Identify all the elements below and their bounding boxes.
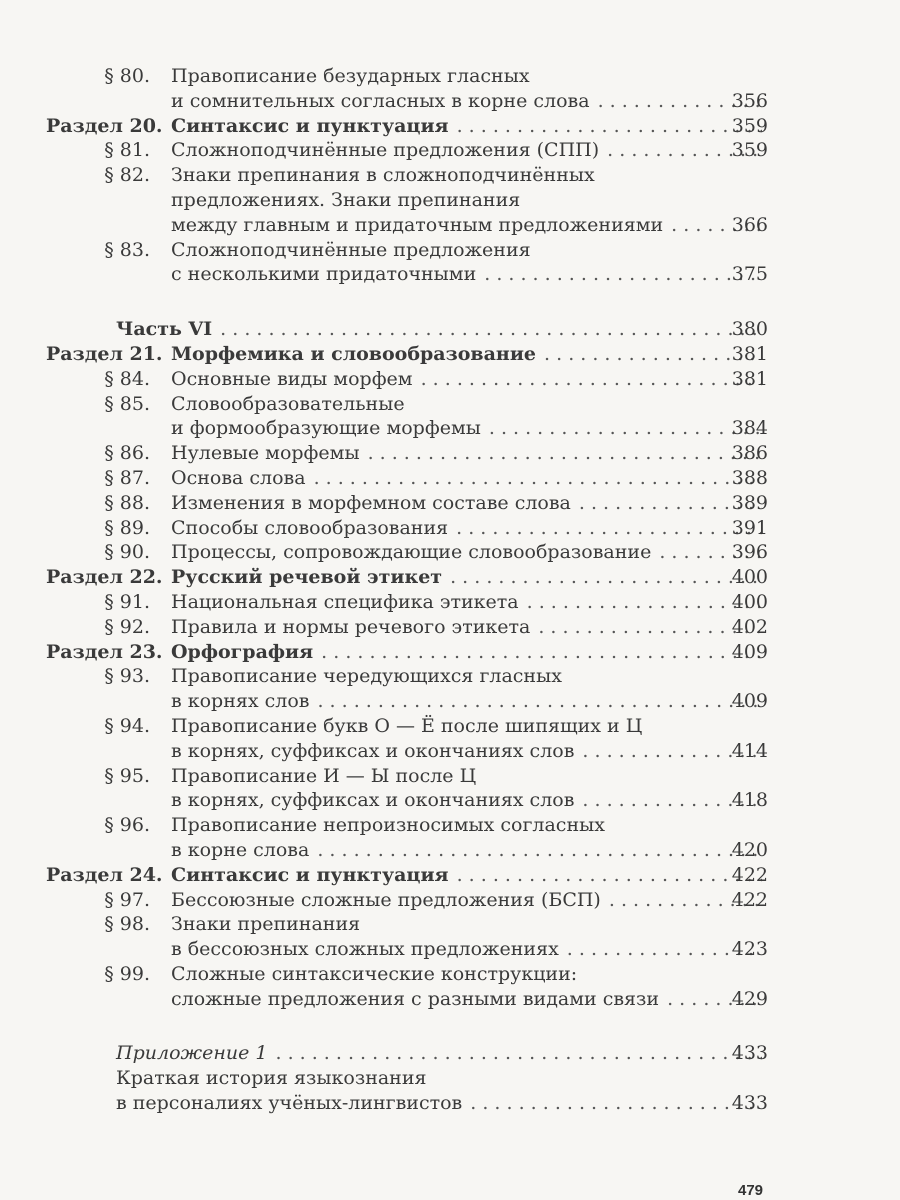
entry-title: Способы словообразования [171,516,449,539]
paragraph-number: § 84. [104,367,150,390]
toc-line [0,466,900,491]
toc-line [0,788,900,813]
page-ref: 420 [731,838,768,861]
entry-title: в корнях слов [171,690,310,713]
toc-line [0,392,900,417]
paragraph-number: § 92. [104,615,150,638]
page-ref: 429 [731,987,768,1010]
paragraph-number: § 98. [104,913,150,936]
paragraph-number: § 87. [104,466,150,489]
toc-line [0,64,900,89]
entry-title: Национальная специфика этикета [171,590,519,613]
toc-line [0,163,900,188]
page-ref: 375 [731,263,768,286]
toc-line [0,739,900,764]
section-label: Раздел 21. [46,342,163,365]
entry-title: Словообразовательные [171,392,405,415]
page-ref: 384 [731,417,768,440]
page-ref: 391 [731,516,768,539]
toc-line [0,342,900,367]
toc-line [0,888,900,913]
toc-line [0,962,900,987]
page-ref: 381 [731,342,768,365]
entry-title: Бессоюзные сложные предложения (БСП) [171,888,601,911]
entry-title: Правописание безударных гласных [171,65,530,87]
paragraph-number: § 85. [104,392,150,415]
section-label: Раздел 20. [46,114,163,137]
page-ref: 356 [731,89,768,112]
page-ref: 402 [731,615,768,638]
paragraph-number: § 83. [104,238,150,261]
toc-line [0,317,900,342]
entry-title: Краткая история языкознания [116,1067,427,1090]
entry-title: и формообразующие морфемы [171,417,481,440]
paragraph-number: § 93. [104,665,150,688]
toc-line [0,540,900,565]
entry-title: Сложные синтаксические конструкции: [171,962,578,985]
toc-line [0,987,900,1012]
toc-line [0,89,900,114]
entry-title: в бессоюзных сложных предложениях [171,938,559,961]
toc-line [0,213,900,238]
entry-title: Знаки препинания [171,913,361,936]
page-ref: 400 [731,590,768,613]
page-ref: 386 [731,442,768,465]
table-of-contents [0,64,900,1116]
page-ref: 422 [731,863,768,886]
section-label: Раздел 24. [46,863,163,886]
entry-title: Изменения в морфемном составе слова [171,491,571,514]
entry-title: Сложноподчинённые предложения (СПП) [171,139,600,162]
page-ref: 433 [731,1092,768,1115]
entry-title: Знаки препинания в сложноподчинённых [171,164,595,187]
paragraph-number: § 95. [104,764,150,787]
entry-title: в корне слова [171,838,310,861]
toc-line [0,262,900,287]
toc-line [0,441,900,466]
toc-line [0,640,900,665]
page-ref: 422 [731,888,768,911]
toc-line [0,590,900,615]
entry-title: и сомнительных согласных в корне слова [171,89,590,112]
paragraph-number: § 96. [104,814,150,837]
entry-title: Правописание непроизносимых согласных [171,814,605,837]
paragraph-number: § 99. [104,962,150,985]
paragraph-number: § 81. [104,139,150,162]
page-number: 479 [738,1182,764,1199]
paragraph-number: § 90. [104,541,150,564]
page-ref: 388 [731,466,768,489]
entry-title: между главным и придаточным предложениями [171,213,664,236]
entry-title: Правописание И — Ы после Ц [171,764,477,787]
page-ref: 433 [731,1042,768,1065]
toc-line [0,615,900,640]
part-title: Часть VI [116,318,213,341]
section-label: Раздел 23. [46,640,163,663]
toc-line [0,491,900,516]
page-ref: 409 [731,640,768,663]
page-ref: 418 [731,789,768,812]
section-title: Русский речевой этикет [171,566,443,589]
entry-title: Основные виды морфем [171,367,413,390]
toc-line [0,764,900,789]
toc-line [0,813,900,838]
toc-line [0,238,900,263]
entry-title: Сложноподчинённые предложения [171,238,531,261]
entry-title: сложные предложения с разными видами связи [171,987,660,1010]
entry-title: Правописание букв О — Ё после шипящих и Ц [171,714,643,737]
toc-line [0,1066,900,1091]
page-ref: 423 [731,938,768,961]
section-title: Морфемика и словообразование [171,342,537,365]
toc-line [0,367,900,392]
toc-line [0,1041,900,1066]
page-ref: 396 [731,541,768,564]
entry-title: Нулевые морфемы [171,442,360,465]
paragraph-number: § 94. [104,714,150,737]
toc-line [0,188,900,213]
entry-title: предложениях. Знаки препинания [171,188,521,211]
paragraph-number: § 80. [104,65,150,87]
entry-title: с несколькими придаточными [171,263,477,286]
paragraph-number: § 91. [104,590,150,613]
toc-line [0,714,900,739]
section-label: Раздел 22. [46,566,163,589]
entry-title: в корнях, суффиксах и окончаниях слов [171,739,575,762]
page-ref: 359 [731,114,768,137]
toc-line [0,863,900,888]
section-title: Орфография [171,640,314,663]
page-ref: 409 [731,690,768,713]
toc-line [0,114,900,139]
page-ref: 366 [731,213,768,236]
page-ref: 359 [731,139,768,162]
entry-title: Правила и нормы речевого этикета [171,615,531,638]
toc-line [0,565,900,590]
paragraph-number: § 82. [104,164,150,187]
toc-line [0,516,900,541]
toc-line [0,1091,900,1116]
entry-title: в персоналиях учёных-лингвистов [116,1092,463,1115]
entry-title: Правописание чередующихся гласных [171,665,562,688]
toc-line [0,138,900,163]
page-ref: 414 [731,739,768,762]
section-title: Синтаксис и пунктуация [171,863,449,886]
toc-line [0,416,900,441]
entry-title: Процессы, сопровождающие словообразование [171,541,652,564]
page-ref: 381 [731,367,768,390]
paragraph-number: § 97. [104,888,150,911]
toc-line [0,937,900,962]
page-ref: 389 [731,491,768,514]
page-ref: 380 [731,318,768,341]
paragraph-number: § 89. [104,516,150,539]
toc-line [0,689,900,714]
toc-line [0,912,900,937]
paragraph-number: § 86. [104,442,150,465]
toc-line [0,838,900,863]
entry-title: Основа слова [171,466,306,489]
page-ref: 400 [731,566,768,589]
section-title: Синтаксис и пунктуация [171,114,449,137]
toc-line [0,664,900,689]
paragraph-number: § 88. [104,491,150,514]
entry-title: в корнях, суффиксах и окончаниях слов [171,789,575,812]
appendix-title: Приложение 1 [116,1042,268,1065]
